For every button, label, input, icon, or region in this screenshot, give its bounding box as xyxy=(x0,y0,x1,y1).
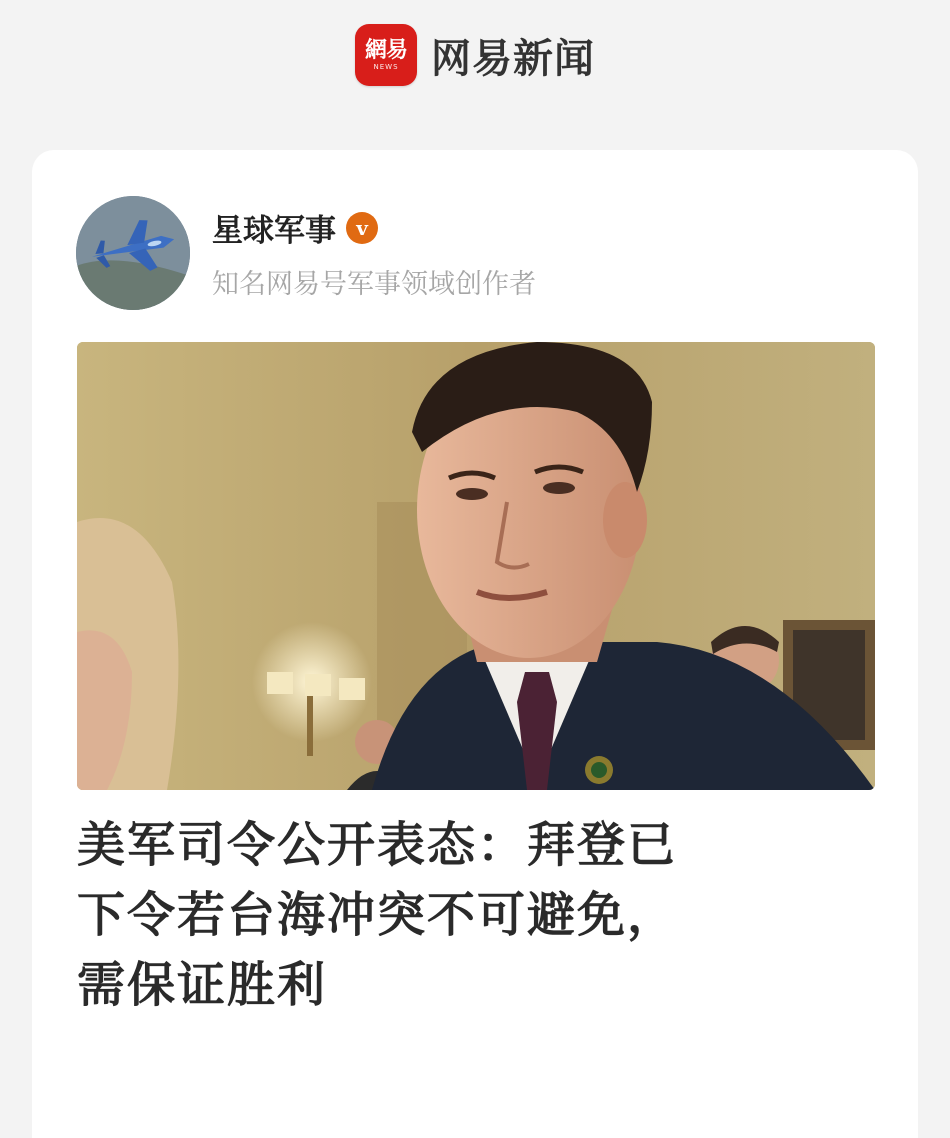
author-name-row xyxy=(212,205,536,250)
author-name[interactable]: 星球军事 xyxy=(212,213,336,249)
article-card[interactable] xyxy=(32,150,918,1138)
headline-line: 下令若台海冲突不可避免， xyxy=(77,887,678,943)
netease-news-logo-icon xyxy=(355,24,417,86)
fighter-jet-icon xyxy=(76,196,190,310)
logo-sub: NEWS xyxy=(373,62,399,71)
headline-line: 美军司令公开表态：拜登已 xyxy=(77,817,678,873)
article-photo[interactable] xyxy=(77,342,875,790)
app-header xyxy=(0,22,950,88)
logo-glyph: 網易 xyxy=(364,37,407,63)
author-info xyxy=(212,205,536,301)
verified-badge-icon: v xyxy=(346,212,378,244)
headline-line: 需保证胜利 xyxy=(77,957,328,1013)
author-description: 知名网易号军事领域创作者 xyxy=(212,269,536,300)
author-header[interactable] xyxy=(76,196,536,310)
article-headline[interactable] xyxy=(77,810,877,1020)
author-avatar[interactable] xyxy=(76,196,190,310)
app-name: 网易新闻 xyxy=(431,35,595,82)
news-photo-illustration xyxy=(77,342,875,790)
